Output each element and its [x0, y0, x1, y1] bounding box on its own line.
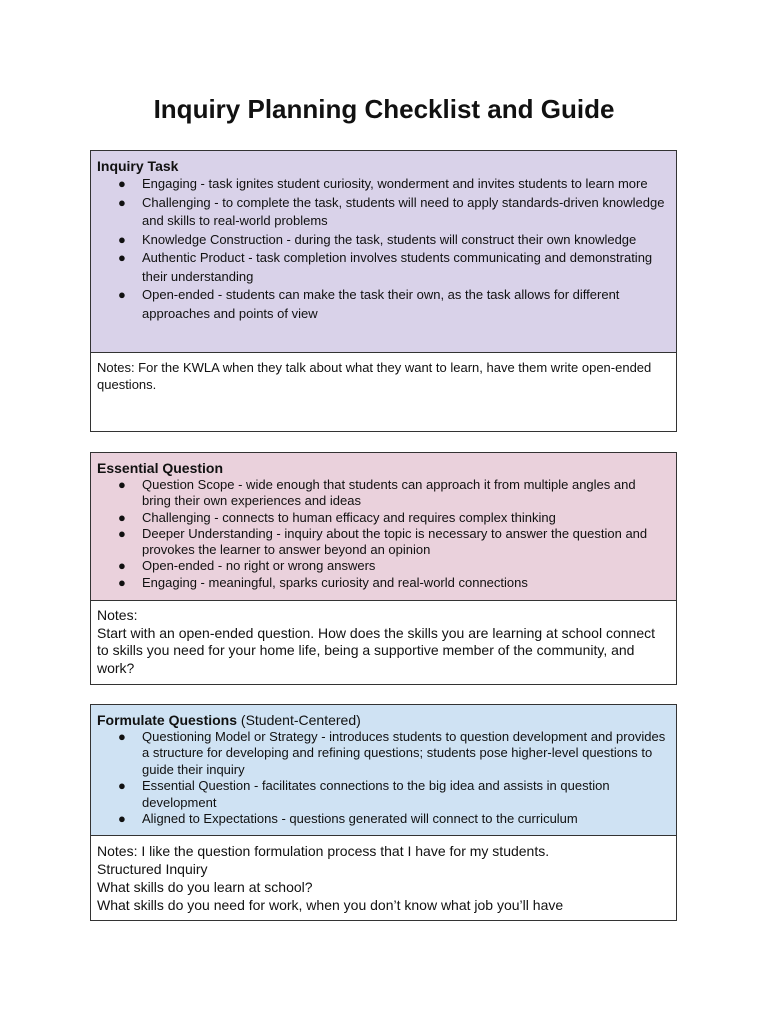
bullet-icon: ●: [118, 558, 126, 574]
section-heading: [97, 157, 666, 175]
page-title: Inquiry Planning Checklist and Guide: [153, 94, 615, 124]
list-item-text: Knowledge Construction - during the task, students will construct their own knowledge: [142, 231, 637, 247]
list-item-text: Open-ended - no right or wrong answers: [142, 558, 376, 574]
notes-area: [91, 836, 676, 914]
list-item-text: Open-ended - students can make the task their own, as the task allows for different approaches and points of view: [142, 287, 620, 321]
list-item: [97, 231, 666, 250]
bullet-icon: ●: [118, 287, 126, 302]
bullet-icon: ●: [118, 811, 126, 827]
formulate-questions-section: [90, 704, 677, 921]
list-item-text: Deeper Understanding - inquiry about the topic is necessary to answer the question and provokes the learner to answer beyond an opinion: [142, 525, 648, 558]
inquiry-task-checklist: [91, 151, 676, 353]
formulate-questions-checklist: [91, 705, 676, 836]
list-item: [97, 194, 666, 231]
list-item: [97, 477, 666, 510]
bullet-icon: ●: [118, 574, 126, 590]
bullet-icon: ●: [118, 778, 126, 794]
bullet-icon: ●: [118, 250, 126, 265]
list-item: [97, 811, 666, 827]
bullet-icon: ●: [118, 509, 126, 525]
essential-question-section: [90, 452, 677, 685]
bullet-icon: ●: [118, 176, 126, 191]
section-heading: [97, 711, 666, 729]
checklist: [97, 175, 666, 323]
list-item-text: Challenging - connects to human efficacy and requires complex thinking: [142, 509, 556, 525]
bullet-icon: ●: [118, 194, 126, 210]
bullet-icon: ●: [118, 477, 126, 492]
checklist: [97, 729, 666, 827]
essential-question-checklist: [91, 453, 676, 601]
bullet-icon: ●: [118, 231, 126, 247]
list-item: [97, 729, 666, 778]
notes-label: Notes:: [97, 607, 138, 623]
list-item-text: Engaging - task ignites student curiosity, wonderment and invites students to learn more: [142, 176, 648, 191]
list-item-text: Aligned to Expectations - questions generated will connect to the curriculum: [142, 811, 578, 827]
list-item-text: Questioning Model or Strategy - introduces students to question development and provides a structure for developing and refining questions; students pose higher-level questions to guide their inquiry: [142, 729, 666, 777]
section-heading-text: Formulate Questions: [97, 712, 238, 728]
list-item: [97, 526, 666, 559]
section-heading-text: Essential Question: [97, 460, 224, 476]
notes-text: Structured Inquiry: [97, 861, 208, 877]
checklist: [97, 477, 666, 591]
list-item: [97, 510, 666, 526]
list-item-text: Challenging - to complete the task, students will need to apply standards-driven knowledge and skills to real-world problems: [142, 194, 665, 228]
list-item: [97, 286, 666, 323]
notes-text: Notes: I like the question formulation process that I have for my students.: [97, 843, 550, 859]
inquiry-task-section: [90, 150, 677, 432]
bullet-icon: ●: [118, 525, 126, 541]
section-heading-text: Inquiry Task: [97, 158, 179, 174]
section-heading-suffix: (Student-Centered): [237, 712, 361, 728]
list-item: [97, 778, 666, 811]
section-heading: [97, 459, 666, 477]
notes-text: What skills do you need for work, when you don’t know what job you’ll have: [97, 897, 564, 913]
list-item-text: Essential Question - facilitates connections to the big idea and assists in question development: [142, 778, 610, 810]
list-item: [97, 575, 666, 591]
notes-area: [91, 601, 676, 677]
bullet-icon: ●: [118, 729, 126, 744]
list-item: [97, 558, 666, 574]
list-item-text: Authentic Product - task completion involves students communicating and demonstrating their understanding: [142, 250, 653, 284]
list-item: [97, 175, 666, 194]
list-item-text: Engaging - meaningful, sparks curiosity and real-world connections: [142, 574, 528, 590]
list-item: [97, 249, 666, 286]
notes-area: [91, 353, 676, 393]
notes-text: What skills do you learn at school?: [97, 879, 313, 895]
notes-text: Notes: For the KWLA when they talk about what they want to learn, have them write open-ended questions.: [97, 360, 652, 392]
notes-text: Start with an open-ended question. How does the skills you are learning at school connect to skills you need for your home life, being a supportive member of the community, and work?: [97, 624, 656, 676]
list-item-text: Question Scope - wide enough that students can approach it from multiple angles and bring their own experiences and ideas: [142, 477, 636, 509]
